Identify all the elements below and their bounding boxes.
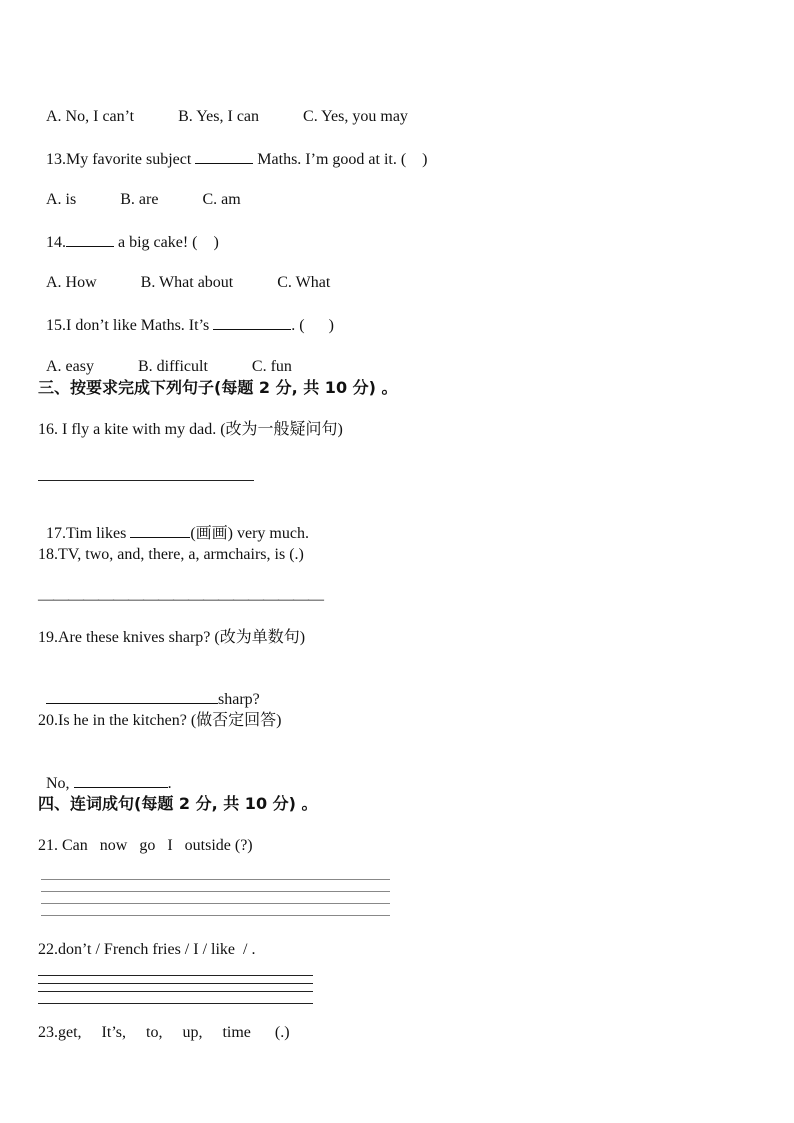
q19-answer-suffix: sharp? xyxy=(218,691,260,708)
q17-text: 17.Tim likes xyxy=(46,525,131,542)
q20-answer xyxy=(38,753,172,792)
q14-option-b[interactable]: B. What about xyxy=(140,274,234,291)
q20-question: 20.Is he in the kitchen? (做否定回答) xyxy=(38,712,282,729)
q14-text-end: a big cake! ( ) xyxy=(114,234,219,251)
q15-text-end: . ( ) xyxy=(291,317,334,334)
q15-text: 15.I don’t like Maths. It’s xyxy=(46,317,214,334)
q13-options xyxy=(38,170,241,208)
q14-blank[interactable] xyxy=(66,232,114,247)
q22-writing-line-3[interactable] xyxy=(38,991,313,992)
q22-writing-line-2[interactable] xyxy=(38,983,313,984)
q15-blank[interactable] xyxy=(213,315,291,330)
q19-question: 19.Are these knives sharp? (改为单数句) xyxy=(38,629,306,646)
q12-option-b[interactable]: B. Yes, I can xyxy=(178,108,260,125)
q17-text-end: (画画) very much. xyxy=(190,525,309,542)
q19-blank[interactable] xyxy=(46,689,218,704)
q14-text: 14. xyxy=(46,234,66,251)
q21-question: 21. Can now go I outside (?) xyxy=(38,837,253,854)
q12-options xyxy=(38,87,408,125)
q13-option-b[interactable]: B. are xyxy=(120,191,159,208)
q21-writing-line-2[interactable] xyxy=(41,891,390,892)
q18-answer-line[interactable]: ——————————————————— xyxy=(38,591,323,608)
q14-options xyxy=(38,253,331,291)
q12-option-a[interactable]: A. No, I can’t xyxy=(46,108,135,125)
q20-answer-suffix: . xyxy=(167,775,172,792)
q14-option-c[interactable]: C. What xyxy=(277,274,331,291)
section-4-heading: 四、连词成句(每题 2 分, 共 10 分) 。 xyxy=(38,794,318,813)
q22-question: 22.don’t / French fries / I / like / . xyxy=(38,941,256,958)
q21-writing-line-4[interactable] xyxy=(41,915,390,916)
q23-question: 23.get, It’s, to, up, time (.) xyxy=(38,1024,290,1041)
q16-answer-line[interactable] xyxy=(38,480,254,481)
q13-question xyxy=(38,129,428,168)
q15-question xyxy=(38,295,334,334)
section-3-heading: 三、按要求完成下列句子(每题 2 分, 共 10 分) 。 xyxy=(38,378,398,397)
q21-writing-line-3[interactable] xyxy=(41,903,390,904)
q13-blank[interactable] xyxy=(195,149,253,164)
q20-answer-prefix: No, xyxy=(46,775,74,792)
q17-question xyxy=(38,503,309,542)
q17-blank[interactable] xyxy=(130,523,190,538)
q20-blank[interactable] xyxy=(74,773,168,788)
q12-option-c[interactable]: C. Yes, you may xyxy=(303,108,408,125)
q15-option-a[interactable]: A. easy xyxy=(46,358,94,375)
q13-text: 13.My favorite subject xyxy=(46,151,196,168)
q15-option-c[interactable]: C. fun xyxy=(251,358,292,375)
q13-option-c[interactable]: C. am xyxy=(202,191,241,208)
q22-writing-line-4[interactable] xyxy=(38,1003,313,1004)
q22-writing-line-1[interactable] xyxy=(38,975,313,976)
q15-option-b[interactable]: B. difficult xyxy=(137,358,208,375)
q16-question: 16. I fly a kite with my dad. (改为一般疑问句) xyxy=(38,421,343,438)
q15-options xyxy=(38,337,292,375)
q18-question: 18.TV, two, and, there, a, armchairs, is (.) xyxy=(38,546,304,563)
q13-text-end: Maths. I’m good at it. ( ) xyxy=(253,151,428,168)
q19-answer xyxy=(38,669,260,708)
q21-writing-line-1[interactable] xyxy=(41,879,390,880)
q13-option-a[interactable]: A. is xyxy=(46,191,77,208)
q14-question xyxy=(38,212,219,251)
q14-option-a[interactable]: A. How xyxy=(46,274,97,291)
